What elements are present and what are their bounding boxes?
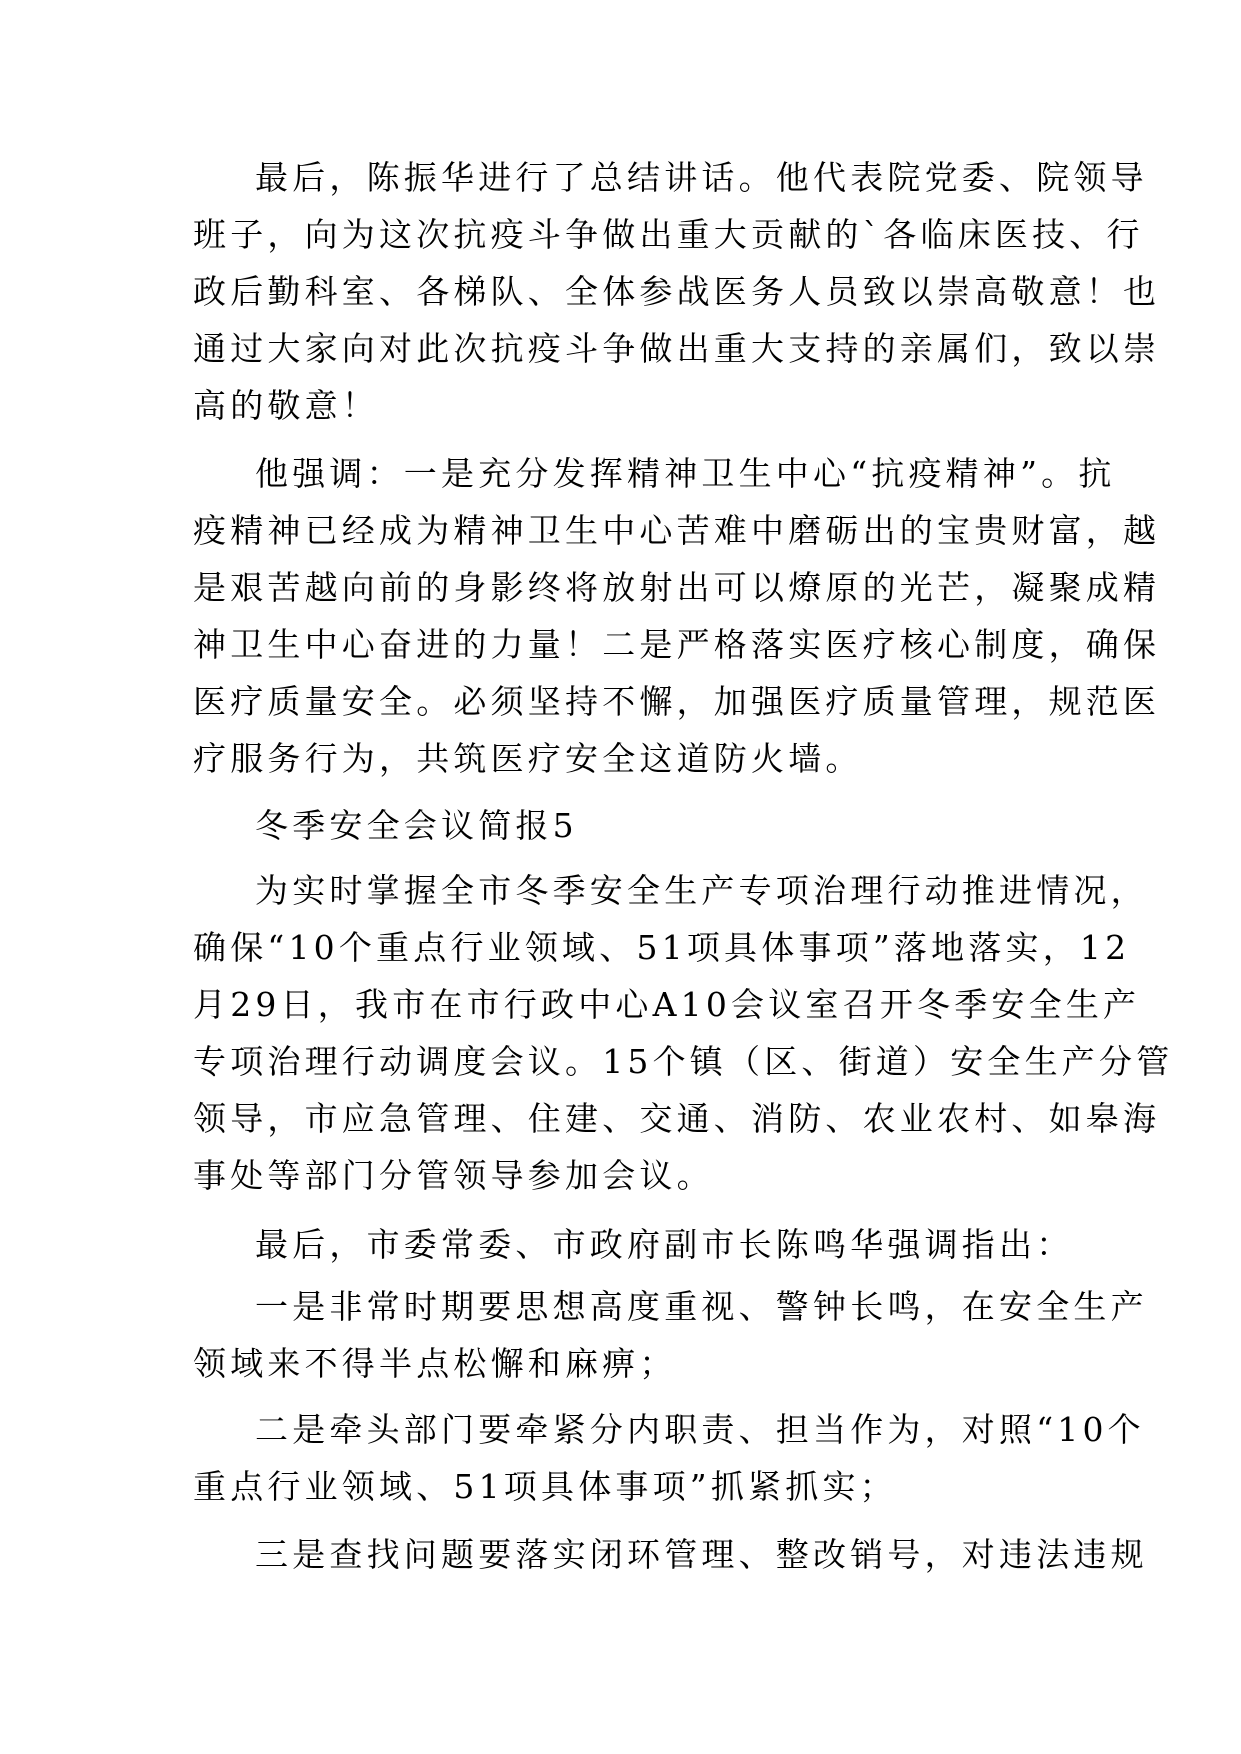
text-line: 他强调：一是充分发挥精神卫生中心“抗疫精神”。抗 [255, 454, 1116, 493]
text-line: 通过大家向对此次抗疫斗争做出重大支持的亲属们，致以崇 [193, 329, 1161, 368]
text-line: 高的敬意！ [193, 386, 379, 425]
text-line: 疗服务行为，共筑医疗安全这道防火墙。 [193, 739, 863, 778]
text-line: 领导，市应急管理、住建、交通、消防、农业农村、如皋海 [193, 1099, 1161, 1138]
text-line: 为实时掌握全市冬季安全生产专项治理行动推进情况， [255, 871, 1148, 910]
text-line: 二是牵头部门要牵紧分内职责、担当作为，对照“10个 [255, 1410, 1145, 1449]
text-line: 确保“10个重点行业领域、51项具体事项”落地落实，12 [193, 928, 1131, 967]
text-line: 是艰苦越向前的身影终将放射出可以燎原的光芒，凝聚成精 [193, 568, 1161, 607]
text-line: 重点行业领域、51项具体事项”抓紧抓实； [193, 1467, 897, 1506]
text-line: 班子，向为这次抗疫斗争做出重大贡献的`各临床医技、行 [193, 215, 1144, 254]
text-line: 事处等部门分管领导参加会议。 [193, 1156, 714, 1195]
text-line: 月29日，我市在市行政中心A10会议室召开冬季安全生产 [193, 985, 1141, 1024]
text-line: 政后勤科室、各梯队、全体参战医务人员致以崇高敬意！也 [193, 272, 1161, 311]
text-line: 疫精神已经成为精神卫生中心苦难中磨砺出的宝贵财富，越 [193, 511, 1161, 550]
text-line: 专项治理行动调度会议。15个镇（区、街道）安全生产分管 [193, 1042, 1174, 1081]
text-line: 医疗质量安全。必须坚持不懈，加强医疗质量管理，规范医 [193, 682, 1161, 721]
section-heading: 冬季安全会议简报5 [255, 806, 578, 845]
text-line: 最后，市委常委、市政府副市长陈鸣华强调指出： [255, 1225, 1074, 1264]
text-line: 三是查找问题要落实闭环管理、整改销号，对违法违规 [255, 1535, 1148, 1574]
text-line: 神卫生中心奋进的力量！二是严格落实医疗核心制度，确保 [193, 625, 1161, 664]
text-line: 领域来不得半点松懈和麻痹； [193, 1344, 677, 1383]
text-line: 最后，陈振华进行了总结讲话。他代表院党委、院领导 [255, 158, 1148, 197]
text-line: 一是非常时期要思想高度重视、警钟长鸣，在安全生产 [255, 1287, 1148, 1326]
